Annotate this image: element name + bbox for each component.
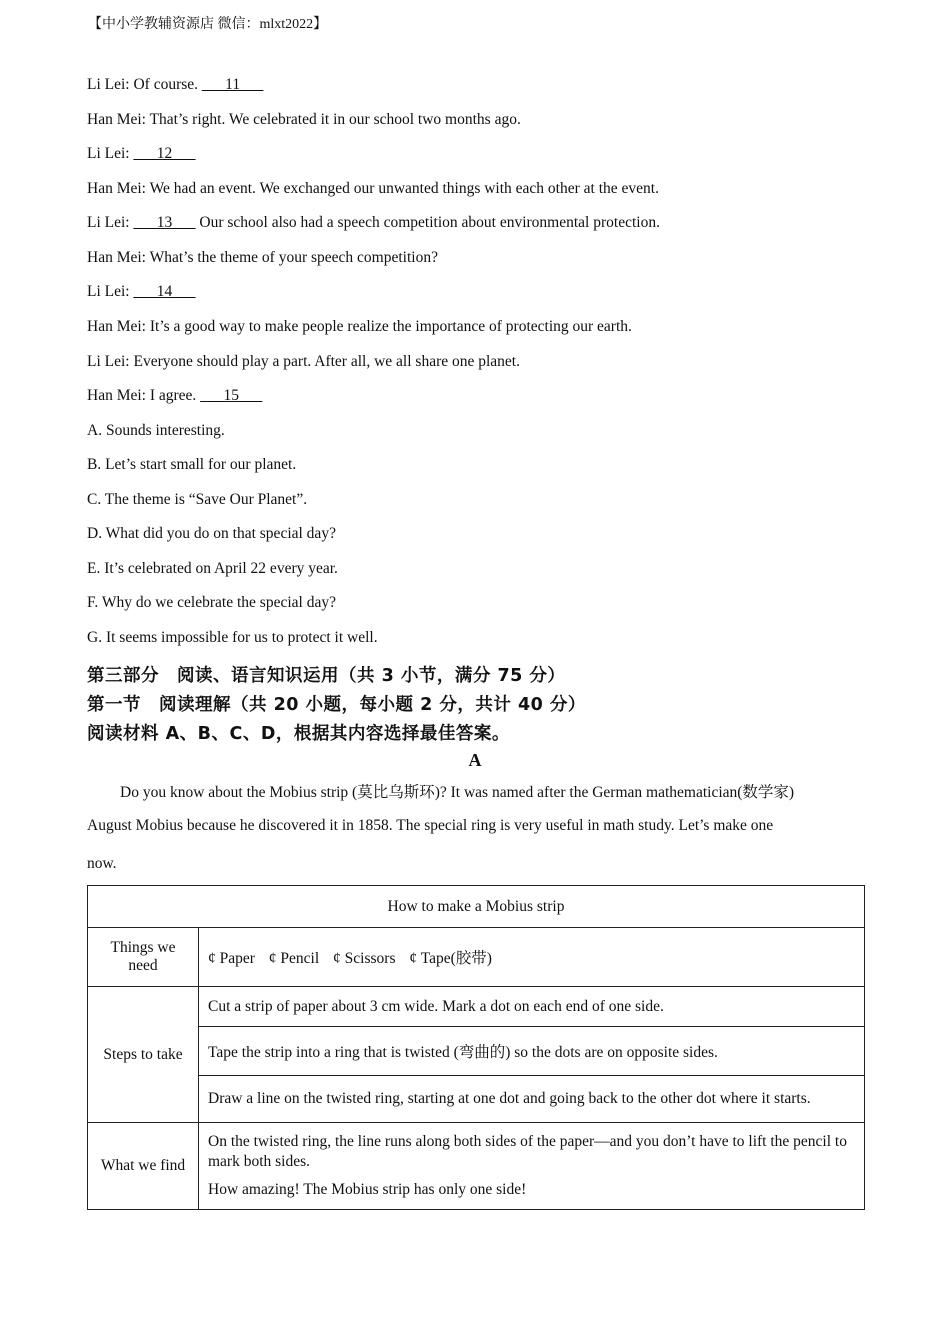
dialogue-line-9: Li Lei: Everyone should play a part. After all, we all share one planet. <box>87 353 520 370</box>
needs-cell <box>199 928 865 987</box>
option-g: G. It seems impossible for us to protect it well. <box>87 629 378 646</box>
speaker-text: Li Lei: <box>87 214 134 231</box>
dialogue-line-1 <box>87 76 263 94</box>
blank-13: ___13___ <box>133 214 196 231</box>
dialogue-line-3 <box>87 145 196 163</box>
option-b: B. Let’s start small for our planet. <box>87 456 297 473</box>
bullet-icon: ¢ Tape(胶带) <box>409 950 492 967</box>
option-d: D. What did you do on that special day? <box>87 525 336 542</box>
dialogue-line-10 <box>87 387 262 405</box>
step-3: Draw a line on the twisted ring, starting at one dot and going back to the other dot where it starts. <box>199 1076 865 1123</box>
option-f: F. Why do we celebrate the special day? <box>87 594 336 611</box>
blank-11: ___11___ <box>201 76 264 93</box>
table-title: How to make a Mobius strip <box>88 886 865 928</box>
steps-label: Steps to take <box>88 987 199 1123</box>
line-suffix: Our school also had a speech competition about environmental protection. <box>195 214 660 231</box>
dialogue-line-5 <box>87 214 660 232</box>
needs-label: Things we need <box>88 928 199 987</box>
speaker-text: Han Mei: I agree. <box>87 387 201 404</box>
dialogue-line-6: Han Mei: What’s the theme of your speech competition? <box>87 249 438 266</box>
option-a: A. Sounds interesting. <box>87 422 225 439</box>
speaker-text: Li Lei: Of course. <box>87 76 202 93</box>
bullet-icon: ¢ Paper <box>208 950 255 967</box>
find-text-2: How amazing! The Mobius strip has only one side! <box>208 1181 527 1199</box>
option-c: C. The theme is “Save Our Planet”. <box>87 491 308 508</box>
blank-14: ___14___ <box>133 283 196 300</box>
find-label: What we find <box>88 1123 199 1210</box>
blank-12: ___12___ <box>133 145 196 162</box>
mobius-table <box>87 885 865 1210</box>
page-header: 【中小学教辅资源店 微信：mlxt2022】 <box>88 17 328 32</box>
find-cell <box>199 1123 865 1210</box>
speaker-text: Li Lei: <box>87 283 134 300</box>
passage-line-1: Do you know about the Mobius strip (莫比乌斯环)? It was named after the German mathematician(数学家) <box>120 784 795 801</box>
need-item: Paper <box>219 950 255 967</box>
passage-line-3: now. <box>87 855 117 872</box>
dialogue-line-7 <box>87 283 196 301</box>
need-item: Scissors <box>344 950 396 967</box>
section-instruction: 阅读材料 A、B、C、D，根据其内容选择最佳答案。 <box>87 724 510 744</box>
dialogue-line-8: Han Mei: It’s a good way to make people realize the importance of protecting our earth. <box>87 318 632 335</box>
option-e: E. It’s celebrated on April 22 every year. <box>87 560 338 577</box>
bullet-icon: ¢ Pencil <box>268 950 320 967</box>
bullet-icon: ¢ Scissors <box>333 950 396 967</box>
passage-label: A <box>468 750 482 770</box>
dialogue-line-4: Han Mei: We had an event. We exchanged our unwanted things with each other at the event. <box>87 180 659 197</box>
blank-15: ___15___ <box>200 387 263 404</box>
passage-line-2: August Mobius because he discovered it in 1858. The special ring is very useful in math study. Let’s make one <box>87 817 774 834</box>
need-item: Pencil <box>280 950 320 967</box>
dialogue-line-2: Han Mei: That’s right. We celebrated it in our school two months ago. <box>87 111 521 128</box>
find-text-1: On the twisted ring, the line runs along both sides of the paper—and you don’t have to lift the pencil to mark both sides. <box>208 1133 847 1170</box>
section-heading-reading: 第一节 阅读理解（共 20 小题，每小题 2 分，共计 40 分） <box>87 695 586 715</box>
step-2: Tape the strip into a ring that is twisted (弯曲的) so the dots are on opposite sides. <box>199 1027 865 1076</box>
step-1: Cut a strip of paper about 3 cm wide. Mark a dot on each end of one side. <box>199 987 865 1027</box>
section-heading-part3: 第三部分 阅读、语言知识运用（共 3 小节，满分 75 分） <box>87 666 566 686</box>
need-item: Tape(胶带) <box>420 950 492 967</box>
speaker-text: Li Lei: <box>87 145 134 162</box>
